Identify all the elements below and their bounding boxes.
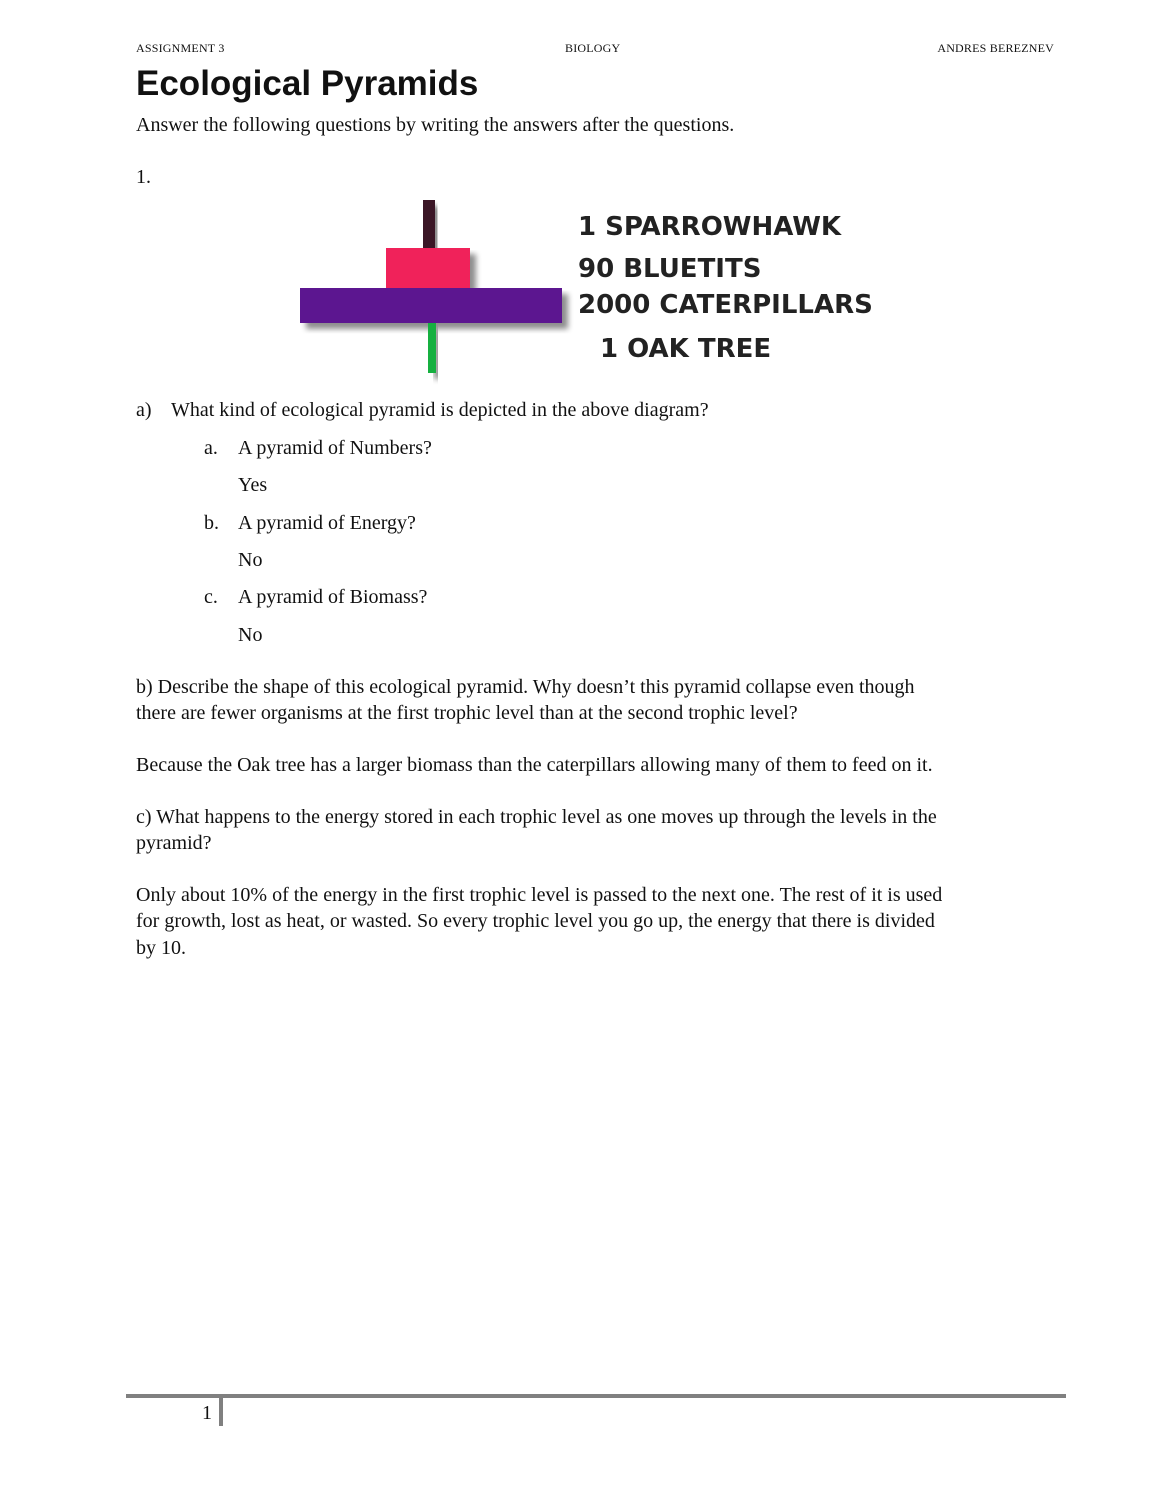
answer-b: Because the Oak tree has a larger biomass than the caterpillars allowing many of them to feed on it.: [136, 754, 933, 776]
option-a-answer: Yes: [238, 474, 268, 496]
header-left: ASSIGNMENT 3: [136, 41, 225, 55]
option-c-text: A pyramid of Biomass?: [238, 586, 428, 608]
label-bluetits: 90 BLUETITS: [578, 254, 762, 284]
option-b-text: A pyramid of Energy?: [238, 512, 416, 534]
option-a-text: A pyramid of Numbers?: [238, 437, 432, 459]
question-c-line1: c) What happens to the energy stored in each trophic level as one moves up through the levels in the: [136, 806, 937, 828]
option-c: [204, 584, 427, 610]
answer-c-line1: Only about 10% of the energy in the first trophic level is passed to the next one. The rest of it is used: [136, 884, 943, 906]
label-oak-tree: 1 OAK TREE: [600, 334, 772, 364]
question-number: 1.: [136, 166, 151, 188]
option-c-answer: No: [238, 624, 263, 646]
question-a-text: What kind of ecological pyramid is depicted in the above diagram?: [171, 399, 709, 421]
option-c-letter: c.: [204, 586, 218, 608]
page-number: 1: [202, 1402, 212, 1424]
question-b-line2: there are fewer organisms at the first trophic level than at the second trophic level?: [136, 702, 798, 724]
footer-divider: [126, 1394, 1066, 1398]
footer-tick: [219, 1398, 223, 1426]
option-b-answer: No: [238, 549, 263, 571]
sparrowhawk-bar: [423, 200, 435, 248]
label-caterpillars: 2000 CATERPILLARS: [578, 290, 873, 320]
option-b: [204, 510, 416, 536]
intro-text: Answer the following questions by writing the answers after the questions.: [136, 114, 735, 136]
question-a-prefix: a): [136, 399, 152, 421]
option-b-letter: b.: [204, 512, 219, 534]
label-sparrowhawk: 1 SPARROWHAWK: [578, 212, 842, 242]
answer-c-line3: by 10.: [136, 937, 186, 959]
header-right: ANDRES BEREZNEV: [937, 41, 1054, 55]
pyramid-diagram: [290, 190, 910, 390]
caterpillars-bar: [300, 288, 562, 323]
answer-c-line2: for growth, lost as heat, or wasted. So every trophic level you go up, the energy that there is divided: [136, 910, 935, 932]
page-title: Ecological Pyramids: [136, 64, 479, 103]
bluetits-bar: [386, 248, 470, 288]
header-center: BIOLOGY: [565, 41, 621, 55]
oak-bar: [428, 323, 436, 373]
question-b-line1: b) Describe the shape of this ecological pyramid. Why doesn’t this pyramid collapse even though: [136, 676, 915, 698]
question-c-line2: pyramid?: [136, 832, 212, 854]
option-a-letter: a.: [204, 437, 218, 459]
option-a: [204, 435, 432, 461]
